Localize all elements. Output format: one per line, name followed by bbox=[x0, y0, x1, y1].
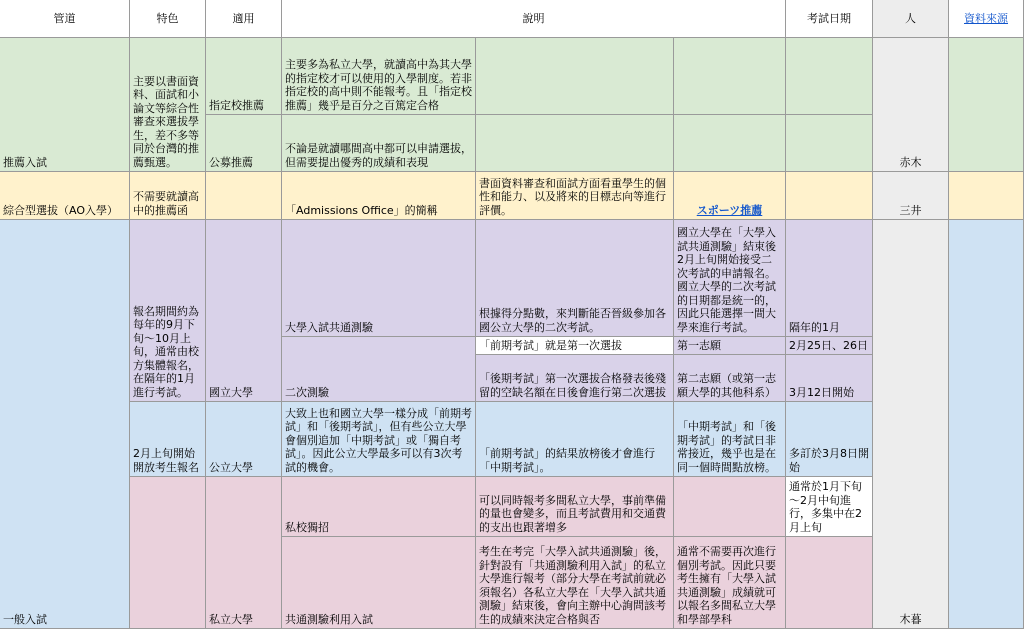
public-rec-note[interactable] bbox=[674, 115, 786, 172]
late-exam-note[interactable]: 第二志願（或第一志願大學的其他科系） bbox=[674, 355, 786, 402]
header-feature[interactable]: 特色 bbox=[130, 0, 206, 38]
national-feature[interactable]: 報名期間約為每年的9月下旬～10月上旬，通常由校方集體報名，在隔年的1月進行考試。 bbox=[130, 220, 206, 402]
general-person[interactable]: 木暮 bbox=[873, 220, 949, 629]
private-label[interactable]: 私立大學 bbox=[206, 477, 282, 629]
common-test-label[interactable]: 大學入試共通測驗 bbox=[282, 220, 476, 337]
private-own-label[interactable]: 私校獨招 bbox=[282, 477, 476, 537]
common-test-desc[interactable]: 根據得分點數，來判斷能否晉級參加各國公立大學的二次考試。 bbox=[476, 220, 674, 337]
early-exam-desc[interactable]: 「前期考試」就是第一次選拔 bbox=[476, 337, 674, 355]
designated-desc[interactable]: 主要多為私立大學，就讀高中為其大學的指定校才可以使用的入學制度。若非指定校的高中則不能報考。且「指定校推薦」幾乎是百分之百篤定合格 bbox=[282, 38, 476, 115]
designated-label[interactable]: 指定校推薦 bbox=[206, 38, 282, 115]
public-desc[interactable]: 大致上也和國立大學一樣分成「前期考試」和「後期考試」，但有些公立大學會個別追加「中期考試」或「獨自考試」。因此公立大學最多可以有3次考試的機會。 bbox=[282, 402, 476, 477]
late-exam-date[interactable]: 3月12日開始 bbox=[786, 355, 873, 402]
general-channel[interactable]: 一般入試 bbox=[0, 220, 130, 629]
ao-feature[interactable]: 不需要就讀高中的推薦函 bbox=[130, 172, 206, 220]
designated-desc2[interactable] bbox=[476, 38, 674, 115]
public-rec-desc2[interactable] bbox=[476, 115, 674, 172]
ao-person[interactable]: 三井 bbox=[873, 172, 949, 220]
public-rec-date[interactable] bbox=[786, 115, 873, 172]
private-common-desc[interactable]: 考生在考完「大學入試共通測驗」後，針對設有「共通測驗利用入試」的私立大學進行報考（部分大學在考試前就必須報名）各私立大學在「大學入試共通測驗」結束後，會向主辦中心詢問該考生的成績來決定合格與否 bbox=[476, 537, 674, 629]
ao-note[interactable] bbox=[674, 172, 786, 220]
header-person[interactable]: 人 bbox=[873, 0, 949, 38]
ao-applies[interactable] bbox=[206, 172, 282, 220]
public-date[interactable]: 多訂於3月8日開始 bbox=[786, 402, 873, 477]
designated-date[interactable] bbox=[786, 38, 873, 115]
public-rec-label[interactable]: 公募推薦 bbox=[206, 115, 282, 172]
public-feature[interactable]: 2月上旬開始開放考生報名 bbox=[130, 402, 206, 477]
public-label[interactable]: 公立大學 bbox=[206, 402, 282, 477]
late-exam-desc[interactable]: 「後期考試」第一次選拔合格發表後殘留的空缺名額在日後會進行第二次選拔 bbox=[476, 355, 674, 402]
ao-source[interactable] bbox=[949, 172, 1024, 220]
header-applies[interactable]: 適用 bbox=[206, 0, 282, 38]
recommend-person[interactable]: 赤木 bbox=[873, 38, 949, 172]
private-own-note[interactable] bbox=[674, 477, 786, 537]
public-note[interactable]: 「中期考試」和「後期考試」的考試日非常接近，幾乎也是在同一個時間點放榜。 bbox=[674, 402, 786, 477]
recommend-source[interactable] bbox=[949, 38, 1024, 172]
source-link[interactable]: 資料來源 bbox=[964, 11, 1008, 25]
header-channel[interactable]: 管道 bbox=[0, 0, 130, 38]
public-desc2[interactable]: 「前期考試」的結果放榜後才會進行「中期考試」。 bbox=[476, 402, 674, 477]
recommend-feature[interactable]: 主要以書面資料、面試和小論文等綜合性審查來選拔學生，差不多等同於台灣的推薦甄選。 bbox=[130, 38, 206, 172]
header-exam-date[interactable]: 考試日期 bbox=[786, 0, 873, 38]
ao-date[interactable] bbox=[786, 172, 873, 220]
early-exam-note[interactable]: 第一志願 bbox=[674, 337, 786, 355]
private-common-date[interactable] bbox=[786, 537, 873, 629]
private-feature[interactable] bbox=[130, 477, 206, 629]
national-label[interactable]: 國立大學 bbox=[206, 220, 282, 402]
common-test-note[interactable]: 國立大學在「大學入試共通測驗」結束後2月上旬開始接受二次考試的申請報名。國立大學的二次考試的日期都是統一的，因此只能選擇一間大學來進行考試。 bbox=[674, 220, 786, 337]
private-own-desc[interactable]: 可以同時報考多間私立大學，事前準備的量也會變多，而且考試費用和交通費的支出也跟著增多 bbox=[476, 477, 674, 537]
public-rec-desc[interactable]: 不論是就讀哪間高中都可以申請選拔，但需要提出優秀的成績和表現 bbox=[282, 115, 476, 172]
recommend-channel[interactable]: 推薦入試 bbox=[0, 38, 130, 172]
designated-note[interactable] bbox=[674, 38, 786, 115]
header-description[interactable]: 說明 bbox=[282, 0, 786, 38]
private-own-date[interactable]: 通常於1月下旬～2月中旬進行，多集中在2月上旬 bbox=[786, 477, 873, 537]
private-common-note[interactable]: 通常不需要再次進行個別考試。因此只要考生擁有「大學入試共通測驗」成績就可以報名多間私立大學和學部學科 bbox=[674, 537, 786, 629]
header-source[interactable] bbox=[949, 0, 1024, 38]
general-source[interactable] bbox=[949, 220, 1024, 629]
second-test-label[interactable]: 二次測驗 bbox=[282, 337, 476, 402]
ao-desc2[interactable]: 書面資料審查和面試方面看重學生的個性和能力、以及將來的目標志向等進行評價。 bbox=[476, 172, 674, 220]
sports-recommend-link[interactable]: スポーツ推薦 bbox=[696, 203, 763, 217]
ao-channel[interactable]: 綜合型選拔（AO入學） bbox=[0, 172, 130, 220]
private-common-label[interactable]: 共通測驗利用入試 bbox=[282, 537, 476, 629]
ao-desc[interactable]: 「Admissions Office」的簡稱 bbox=[282, 172, 476, 220]
common-test-date[interactable]: 隔年的1月 bbox=[786, 220, 873, 337]
early-exam-date[interactable]: 2月25日、26日 bbox=[786, 337, 873, 355]
